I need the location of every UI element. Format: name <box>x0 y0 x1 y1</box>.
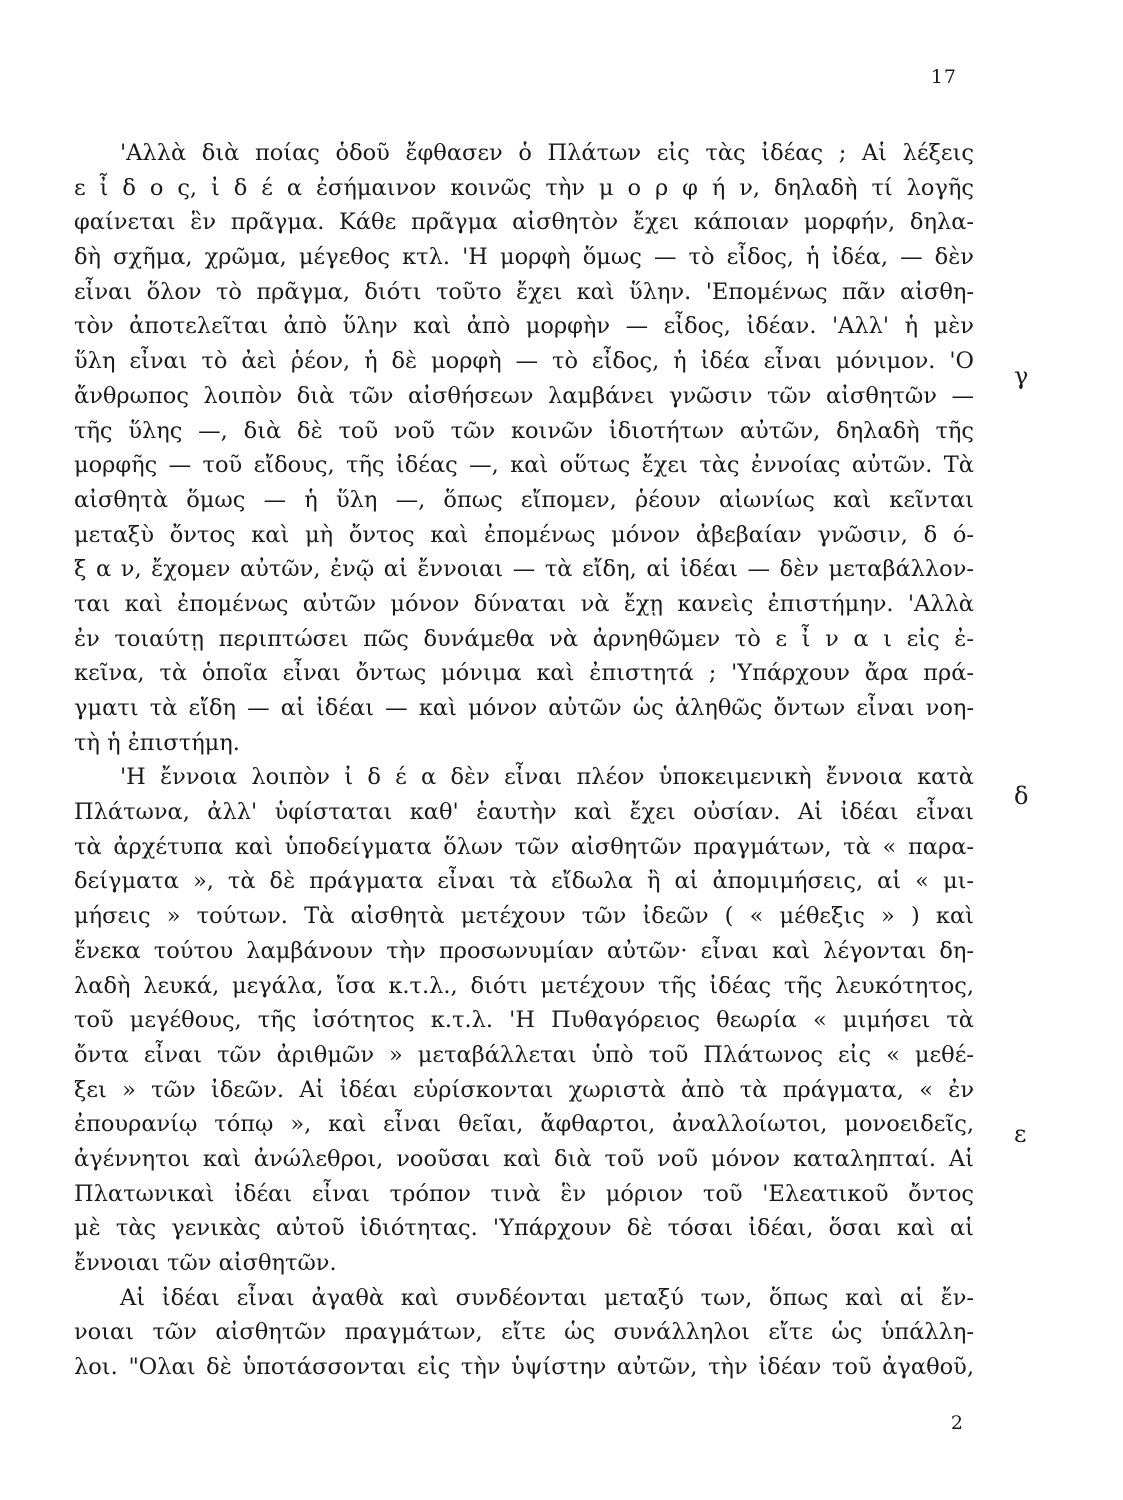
text-line: τῆς ὕλης —, διὰ δὲ τοῦ νοῦ τῶν κοινῶν ἰδιοτήτων αὐτῶν, δηλαδὴ τῆς <box>74 417 974 444</box>
text-line: Πλάτωνα, ἀλλ' ὑφίσταται καθ' ἑαυτὴν καὶ ἔχει οὐσίαν. Αἱ ἰδέαι εἶναι <box>74 799 974 826</box>
text-line: ε ἶ δ ο ς, ἰ δ έ α ἐσήμαινον κοινῶς τὴν μ ο ρ φ ή ν, δηλαδὴ τί λογῆς <box>74 174 974 201</box>
text-line: Αἱ ἰδέαι εἶναι ἀγαθὰ καὶ συνδέονται μεταξύ των, ὅπως καὶ αἱ ἔν- <box>120 1284 974 1311</box>
text-line: Πλατωνικαὶ ἰδέαι εἶναι τρόπον τινὰ ἓν μόριον τοῦ 'Ελεατικοῦ ὄντος <box>74 1180 974 1207</box>
text-line: αἰσθητὰ ὅμως — ἡ ὕλη —, ὅπως εἴπομεν, ῥέουν αἰωνίως καὶ κεῖνται <box>74 486 974 513</box>
text-line: ται καὶ ἐπομένως αὐτῶν μόνον δύναται νὰ ἔχῃ κανεὶς ἐπιστήμην. 'Αλλὰ <box>74 590 974 617</box>
margin-letter-epsilon: ε <box>1014 1120 1027 1148</box>
text-line: μορφῆς — τοῦ εἴδους, τῆς ἰδέας —, καὶ οὕτως ἔχει τὰς ἐννοίας αὐτῶν. Τὰ <box>74 452 974 479</box>
text-line: μεταξὺ ὄντος καὶ μὴ ὄντος καὶ ἐπομένως μόνον ἀβεβαίαν γνῶσιν, δ ό- <box>74 521 974 548</box>
page-number: 17 <box>930 66 957 88</box>
text-line: ὕλη εἶναι τὸ ἀεὶ ῥέον, ἡ δὲ μορφὴ — τὸ εἶδος, ἡ ἰδέα εἶναι μόνιμον. 'Ο <box>74 348 974 375</box>
margin-letter-gamma: γ <box>1014 362 1029 390</box>
text-line: ἀγέννητοι καὶ ἀνώλεθροι, νοοῦσαι καὶ διὰ τοῦ νοῦ μόνον καταληπταί. Αἱ <box>74 1145 974 1172</box>
text-line: κεῖνα, τὰ ὁποῖα εἶναι ὄντως μόνιμα καὶ ἐπιστητά ; 'Υπάρχουν ἄρα πρά- <box>74 660 974 687</box>
text-line: ξει » τῶν ἰδεῶν. Αἱ ἰδέαι εὑρίσκονται χωριστὰ ἀπὸ τὰ πράγματα, « ἐν <box>74 1076 974 1103</box>
text-line: ἄνθρωπος λοιπὸν διὰ τῶν αἰσθήσεων λαμβάνει γνῶσιν τῶν αἰσθητῶν — <box>74 382 974 409</box>
text-line: εἶναι ὅλον τὸ πρᾶγμα, διότι τοῦτο ἔχει καὶ ὕλην. 'Επομένως πᾶν αἰσθη- <box>74 278 974 305</box>
text-line: ἐν τοιαύτῃ περιπτώσει πῶς δυνάμεθα νὰ ἀρνηθῶμεν τὸ ε ἶ ν α ι εἰς ἐ- <box>74 625 974 652</box>
text-line: ὄντα εἶναι τῶν ἀριθμῶν » μεταβάλλεται ὑπὸ τοῦ Πλάτωνος εἰς « μεθέ- <box>74 1041 974 1068</box>
text-line: ξ α ν, ἔχομεν αὐτῶν, ἐνῷ αἱ ἔννοιαι — τὰ εἴδη, αἱ ἰδέαι — δὲν μεταβάλλον- <box>74 556 974 583</box>
signature-mark: 2 <box>950 1412 963 1434</box>
text-line: δείγματα », τὰ δὲ πράγματα εἶναι τὰ εἴδωλα ἢ αἱ ἀπομιμήσεις, αἱ « μι- <box>74 868 974 895</box>
text-line: λαδὴ λευκά, μεγάλα, ἴσα κ.τ.λ., διότι μετέχουν τῆς ἰδέας τῆς λευκότητος, <box>74 972 974 999</box>
body-text <box>74 136 974 1385</box>
text-line: γματι τὰ εἴδη — αἱ ἰδέαι — καὶ μόνον αὐτῶν ὡς ἀληθῶς ὄντων εἶναι νοη- <box>74 695 974 721</box>
text-line: τοῦ μεγέθους, τῆς ἰσότητος κ.τ.λ. 'Η Πυθαγόρειος θεωρία « μιμήσει τὰ <box>74 1007 974 1034</box>
text-line: ἕνεκα τούτου λαμβάνουν τὴν προσωνυμίαν αὐτῶν· εἶναι καὶ λέγονται δη- <box>74 937 974 964</box>
text-line: 'Η ἔννοια λοιπὸν ἰ δ έ α δὲν εἶναι πλέον ὑποκειμενικὴ ἔννοια κατὰ <box>120 764 974 791</box>
margin-letter-delta: δ <box>1014 782 1029 810</box>
text-line: τὰ ἀρχέτυπα καὶ ὑποδείγματα ὅλων τῶν αἰσθητῶν πραγμάτων, τὰ « παρα- <box>74 833 974 860</box>
text-line: μήσεις » τούτων. Τὰ αἰσθητὰ μετέχουν τῶν ἰδεῶν ( « μέθεξις » ) καὶ <box>74 903 974 930</box>
text-line: 'Αλλὰ διὰ ποίας ὁδοῦ ἔφθασεν ὁ Πλάτων εἰς τὰς ἰδέας ; Αἱ λέξεις <box>120 140 974 166</box>
text-line: φαίνεται ἓν πρᾶγμα. Κάθε πρᾶγμα αἰσθητὸν ἔχει κάποιαν μορφήν, δηλα- <box>74 209 974 236</box>
text-line: νοιαι τῶν αἰσθητῶν πραγμάτων, εἴτε ὡς συνάλληλοι εἴτε ὡς ὑπάλλη- <box>74 1319 974 1346</box>
text-line: μὲ τὰς γενικὰς αὐτοῦ ἰδιότητας. 'Υπάρχουν δὲ τόσαι ἰδέαι, ὅσαι καὶ αἱ <box>74 1215 974 1242</box>
text-line: τὴ ἡ ἐπιστήμη. <box>74 729 240 756</box>
text-line: λοι. "Ολαι δὲ ὑποτάσσονται εἰς τὴν ὑψίστην αὐτῶν, τὴν ἰδέαν τοῦ ἀγαθοῦ, <box>74 1354 974 1381</box>
text-line: τὸν ἀποτελεῖται ἀπὸ ὕλην καὶ ἀπὸ μορφὴν — εἶδος, ἰδέαν. 'Αλλ' ἡ μὲν <box>74 313 974 340</box>
text-line: δὴ σχῆμα, χρῶμα, μέγεθος κτλ. 'Η μορφὴ ὅμως — τὸ εἶδος, ἡ ἰδέα, — δὲν <box>74 244 974 271</box>
text-line: ἐπουρανίῳ τόπῳ », καὶ εἶναι θεῖαι, ἄφθαρτοι, ἀναλλοίωτοι, μονοειδεῖς, <box>74 1111 974 1138</box>
text-line: ἔννοιαι τῶν αἰσθητῶν. <box>74 1250 337 1276</box>
